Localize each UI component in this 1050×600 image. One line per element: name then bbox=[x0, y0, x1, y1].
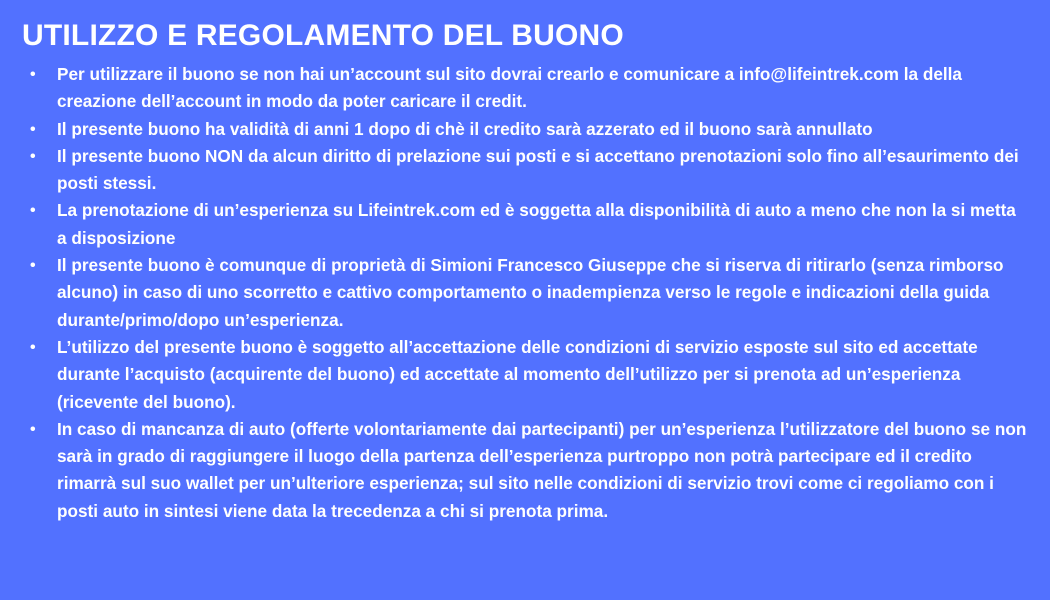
page-title: UTILIZZO E REGOLAMENTO DEL BUONO bbox=[22, 19, 624, 52]
rule-item-3 bbox=[22, 143, 1030, 198]
bullet-icon: • bbox=[30, 202, 36, 220]
rule-item-5 bbox=[22, 252, 1030, 334]
rule-text: Per utilizzare il buono se non hai un’account sul sito dovrai crearlo e comunicare a info@lifeintrek.com la della creazione dell’account in modo da poter caricare il credit. bbox=[57, 64, 962, 112]
bullet-icon: • bbox=[30, 147, 36, 165]
rule-text: In caso di mancanza di auto (offerte volontariamente dai partecipanti) per un’esperienza l’utilizzatore del buono se non sarà in grado di raggiungere il luogo della partenza dell’esperienza purtroppo non potrà partecipare ed il credito rimarrà sul suo wallet per un’ulteriore esperienza; sul sito nelle condizioni di servizio trovi come ci regoliamo con i posti auto in sintesi viene data la trecedenza a chi si prenota prima. bbox=[57, 418, 1027, 521]
bullet-icon: • bbox=[30, 66, 36, 83]
rule-text: La prenotazione di un’esperienza su Lifeintrek.com ed è soggetta alla disponibilità di auto a meno che non la si metta a disposizione bbox=[57, 200, 1016, 248]
rules-list bbox=[22, 61, 1030, 525]
bullet-icon: • bbox=[30, 420, 36, 438]
rule-item-4 bbox=[22, 197, 1030, 252]
bullet-icon: • bbox=[30, 257, 36, 275]
bullet-icon: • bbox=[30, 120, 36, 138]
rule-item-7 bbox=[22, 416, 1030, 525]
rule-text: Il presente buono NON da alcun diritto di prelazione sui posti e si accettano prenotazioni solo fino all’esaurimento dei posti stessi. bbox=[57, 145, 1019, 194]
rule-item-1 bbox=[22, 61, 1030, 116]
rule-item-2 bbox=[22, 116, 1030, 143]
rule-item-6 bbox=[22, 334, 1030, 416]
rule-text: L’utilizzo del presente buono è soggetto all’accettazione delle condizioni di servizio esposte sul sito ed accettate durante l’acquisto (acquirente del buono) ed accettate al momento dell’utilizzo per si prenota ad un’esperienza (ricevente del buono). bbox=[57, 336, 978, 412]
rule-text: Il presente buono è comunque di proprietà di Simioni Francesco Giuseppe che si riserva di ritirarlo (senza rimborso alcuno) in caso di uno scorretto e cattivo comportamento o inadempienza verso le regole e indicazioni della guida durante/primo/dopo un’esperienza. bbox=[57, 255, 1004, 330]
bullet-icon: • bbox=[30, 338, 36, 356]
rule-text: Il presente buono ha validità di anni 1 dopo di chè il credito sarà azzerato ed il buono sarà annullato bbox=[57, 118, 873, 139]
